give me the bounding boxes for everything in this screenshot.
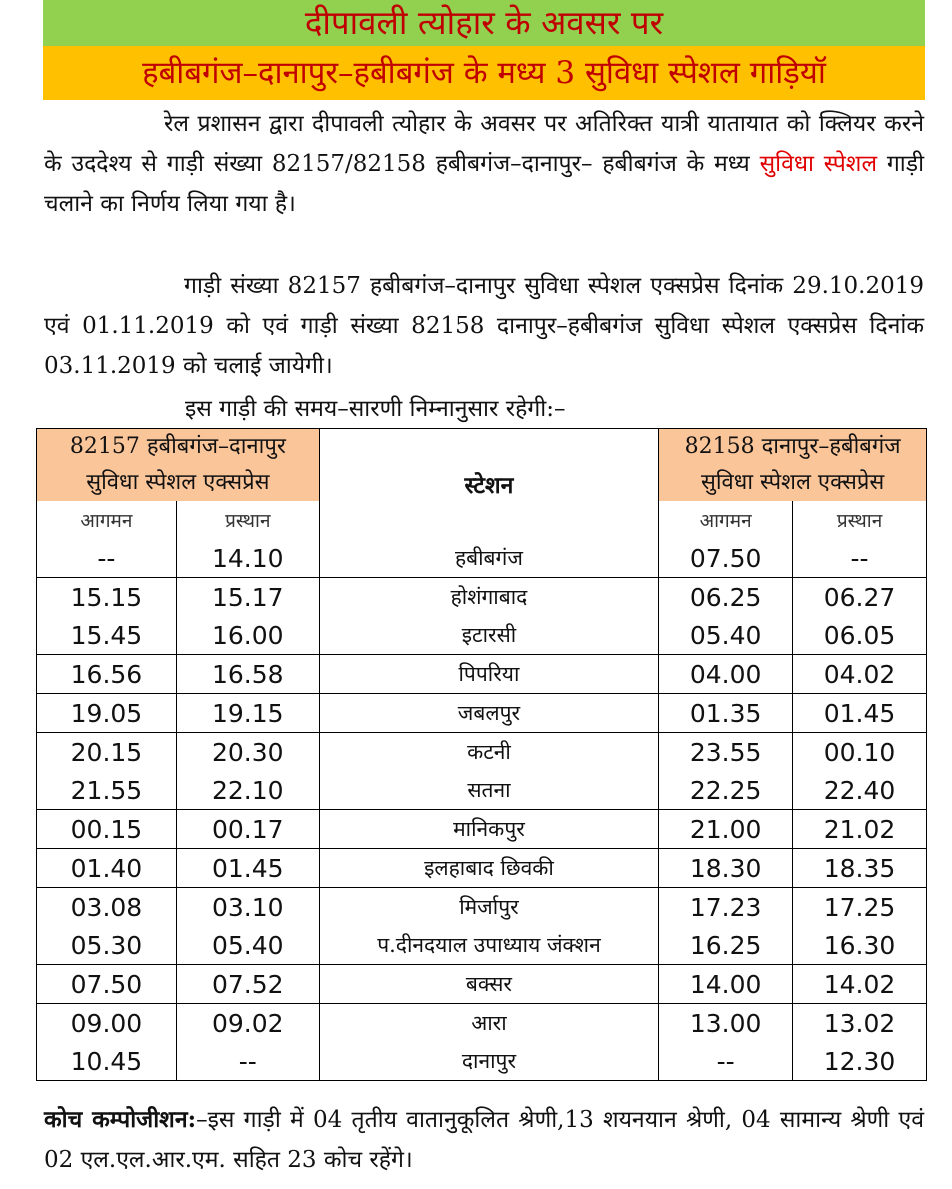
arrival-cell: 10.45: [37, 1042, 177, 1081]
departure-cell: 01.45: [176, 849, 319, 888]
arrival-cell: 22.25: [659, 771, 793, 810]
arrival-cell: 01.40: [37, 849, 177, 888]
arrival-cell: 17.23: [659, 888, 793, 927]
station-cell: हबीबगंज: [319, 539, 659, 578]
arrival-cell: 05.30: [37, 926, 177, 965]
departure-cell: --: [176, 1042, 319, 1081]
departure-cell: 06.05: [793, 616, 927, 655]
coach-composition-label: कोच कम्पोजीशन:: [44, 1106, 197, 1133]
departure-cell: 16.58: [176, 655, 319, 694]
departure-cell: 14.02: [793, 965, 927, 1004]
arrival-cell: 14.00: [659, 965, 793, 1004]
station-cell: इलहाबाद छिवकी: [319, 849, 659, 888]
departure-cell: 19.15: [176, 694, 319, 733]
table-row: [37, 965, 927, 1004]
arrival-cell: 20.15: [37, 733, 177, 772]
arrival-cell: 09.00: [37, 1004, 177, 1043]
departure-header: प्रस्थान: [793, 501, 927, 539]
station-cell: दानापुर: [319, 1042, 659, 1081]
departure-cell: 13.02: [793, 1004, 927, 1043]
table-row: [37, 694, 927, 733]
arrival-cell: 15.15: [37, 578, 177, 617]
intro-text-b: गाड़ी चलाने का निर्णय लिया गया है।: [44, 151, 925, 217]
departure-cell: 14.10: [176, 539, 319, 578]
departure-cell: 12.30: [793, 1042, 927, 1081]
departure-cell: 07.52: [176, 965, 319, 1004]
station-cell: पिपरिया: [319, 655, 659, 694]
station-cell: होशंगाबाद: [319, 578, 659, 617]
departure-cell: 05.40: [176, 926, 319, 965]
station-cell: इटारसी: [319, 616, 659, 655]
intro-text-a: रेल प्रशासन द्वारा दीपावली त्योहार के अवसर पर अतिरिक्त यात्री यातायात को क्लियर करने के उददेश्य से गाड़ी संख्या 82157/82158 हबीबगंज–दानापुर– हबीबगंज के मध्य: [44, 111, 924, 177]
departure-cell: 01.45: [793, 694, 927, 733]
arrival-cell: 07.50: [659, 539, 793, 578]
arrival-cell: 21.00: [659, 810, 793, 849]
arrival-header: आगमन: [37, 501, 177, 539]
arrival-cell: 04.00: [659, 655, 793, 694]
table-row: [37, 849, 927, 888]
intro-paragraph-3: इस गाड़ी की समय–सारणी निम्नानुसार रहेगी:–: [185, 396, 566, 422]
arrival-cell: 03.08: [37, 888, 177, 927]
right-train-header: [659, 429, 927, 502]
arrival-cell: 15.45: [37, 616, 177, 655]
left-train-header: [37, 429, 320, 502]
departure-cell: 16.00: [176, 616, 319, 655]
departure-cell: 22.40: [793, 771, 927, 810]
intro-paragraph-1: [44, 104, 924, 224]
intro-paragraph-2: गाड़ी संख्या 82157 हबीबगंज–दानापुर सुविधा स्पेशल एक्सप्रेस दिनांक 29.10.2019 एवं 01.11.2019 को एवं गाड़ी संख्या 82158 दानापुर–हबीबगंज सुविधा स्पेशल एक्सप्रेस दिनांक 03.11.2019 को चलाई जायेगी।: [44, 273, 924, 379]
right-train-number: 82158 दानापुर–हबीबगंज: [684, 434, 901, 459]
departure-cell: 06.27: [793, 578, 927, 617]
departure-cell: 20.30: [176, 733, 319, 772]
timetable: [36, 428, 927, 1081]
intro-highlight: सुविधा स्पेशल: [759, 151, 878, 177]
arrival-cell: 13.00: [659, 1004, 793, 1043]
departure-cell: 00.17: [176, 810, 319, 849]
coach-composition: [44, 1100, 924, 1180]
departure-cell: 17.25: [793, 888, 927, 927]
station-cell: कटनी: [319, 733, 659, 772]
table-row: [37, 888, 927, 927]
arrival-cell: 00.15: [37, 810, 177, 849]
arrival-cell: --: [37, 539, 177, 578]
table-row: [37, 926, 927, 965]
departure-cell: 04.02: [793, 655, 927, 694]
left-train-name: सुविधा स्पेशल एक्सप्रेस: [86, 470, 270, 495]
arrival-cell: 05.40: [659, 616, 793, 655]
departure-cell: 00.10: [793, 733, 927, 772]
table-row: [37, 733, 927, 772]
station-cell: मानिकपुर: [319, 810, 659, 849]
arrival-cell: 06.25: [659, 578, 793, 617]
arrival-cell: 16.56: [37, 655, 177, 694]
table-row: [37, 810, 927, 849]
station-cell: सतना: [319, 771, 659, 810]
station-cell: प.दीनदयाल उपाध्याय जंक्शन: [319, 926, 659, 965]
arrival-cell: 19.05: [37, 694, 177, 733]
left-train-number: 82157 हबीबगंज–दानापुर: [69, 434, 286, 459]
departure-cell: 21.02: [793, 810, 927, 849]
departure-cell: 15.17: [176, 578, 319, 617]
arrival-cell: 23.55: [659, 733, 793, 772]
table-row: [37, 578, 927, 617]
banner-subtitle: हबीबगंज–दानापुर–हबीबगंज के मध्य 3 सुविधा स्पेशल गाड़ियॉ: [43, 46, 925, 100]
arrival-cell: 07.50: [37, 965, 177, 1004]
right-train-name: सुविधा स्पेशल एक्सप्रेस: [700, 470, 885, 495]
timetable-body: [37, 539, 927, 1081]
departure-cell: 03.10: [176, 888, 319, 927]
arrival-cell: 18.30: [659, 849, 793, 888]
departure-cell: --: [793, 539, 927, 578]
station-cell: जबलपुर: [319, 694, 659, 733]
station-header: स्टेशन: [319, 429, 659, 540]
banner-title: दीपावली त्योहार के अवसर पर: [43, 0, 925, 46]
departure-cell: 09.02: [176, 1004, 319, 1043]
table-row: [37, 655, 927, 694]
table-row: [37, 1042, 927, 1081]
arrival-cell: 21.55: [37, 771, 177, 810]
station-cell: मिर्जापुर: [319, 888, 659, 927]
departure-cell: 18.35: [793, 849, 927, 888]
table-row: [37, 539, 927, 578]
station-cell: बक्सर: [319, 965, 659, 1004]
arrival-cell: --: [659, 1042, 793, 1081]
departure-header: प्रस्थान: [176, 501, 319, 539]
table-row: [37, 1004, 927, 1043]
arrival-cell: 16.25: [659, 926, 793, 965]
table-row: [37, 616, 927, 655]
table-row: [37, 771, 927, 810]
station-cell: आरा: [319, 1004, 659, 1043]
arrival-header: आगमन: [659, 501, 793, 539]
arrival-cell: 01.35: [659, 694, 793, 733]
coach-composition-text: –इस गाड़ी में 04 तृतीय वातानुकूलित श्रेणी,13 शयनयान श्रेणी, 04 सामान्य श्रेणी एवं 02 एल.एल.आर.एम. सहित 23 कोच रहेंगे।: [44, 1107, 924, 1173]
departure-cell: 16.30: [793, 926, 927, 965]
departure-cell: 22.10: [176, 771, 319, 810]
